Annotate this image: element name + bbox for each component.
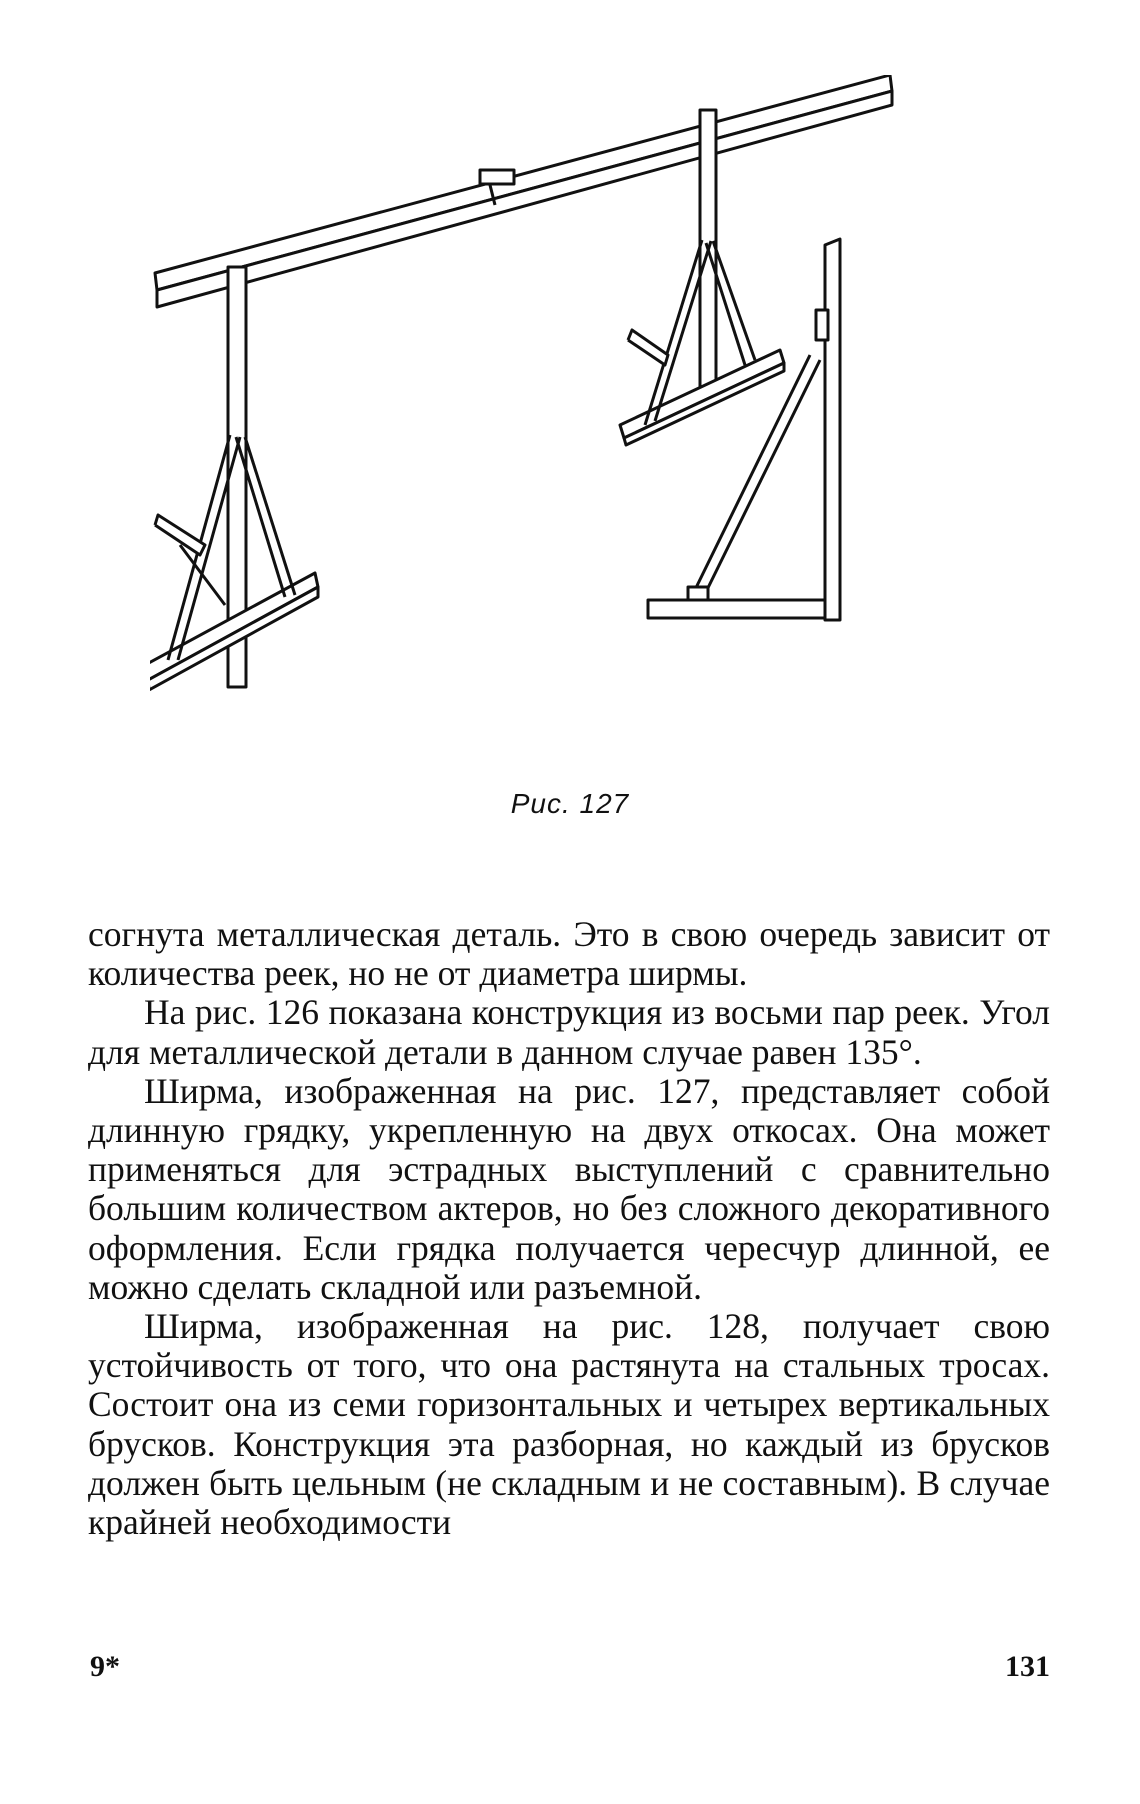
paragraph: На рис. 126 показана конструкция из восьми пар реек. Угол для металлической детали в данном случае равен 135°.	[88, 992, 1050, 1072]
signature-mark: 9*	[90, 1650, 120, 1683]
paragraph: Ширма, изображенная на рис. 128, получает свою устойчивость от того, что она растянута на стальных тросах. Состоит она из семи горизонтальных и четырех вертикальных брусков. Конструкция эта разборная, но каждый из брусков должен быть цельным (не складным и не составным). В случае крайней необходимости	[88, 1306, 1050, 1543]
paragraph: согнута металлическая деталь. Это в свою очередь зависит от количества реек, но не от диаметра ширмы.	[88, 914, 1050, 994]
figure-caption: Рис. 127	[510, 788, 630, 819]
knee-brace	[648, 239, 840, 620]
long-beam	[155, 75, 892, 307]
figure-127-illustration	[150, 75, 980, 775]
body-text	[88, 915, 1050, 1542]
left-stand	[150, 267, 318, 690]
paragraph: Ширма, изображенная на рис. 127, представляет собой длинную грядку, укрепленную на двух откосах. Она может применяться для эстрадных выступлений с сравнительно большим количеством актеров, но без сложного декоративного оформления. Если грядка получается чересчур длинной, ее можно сделать складной или разъемной.	[88, 1070, 1050, 1307]
page-number: 131	[1005, 1650, 1050, 1683]
